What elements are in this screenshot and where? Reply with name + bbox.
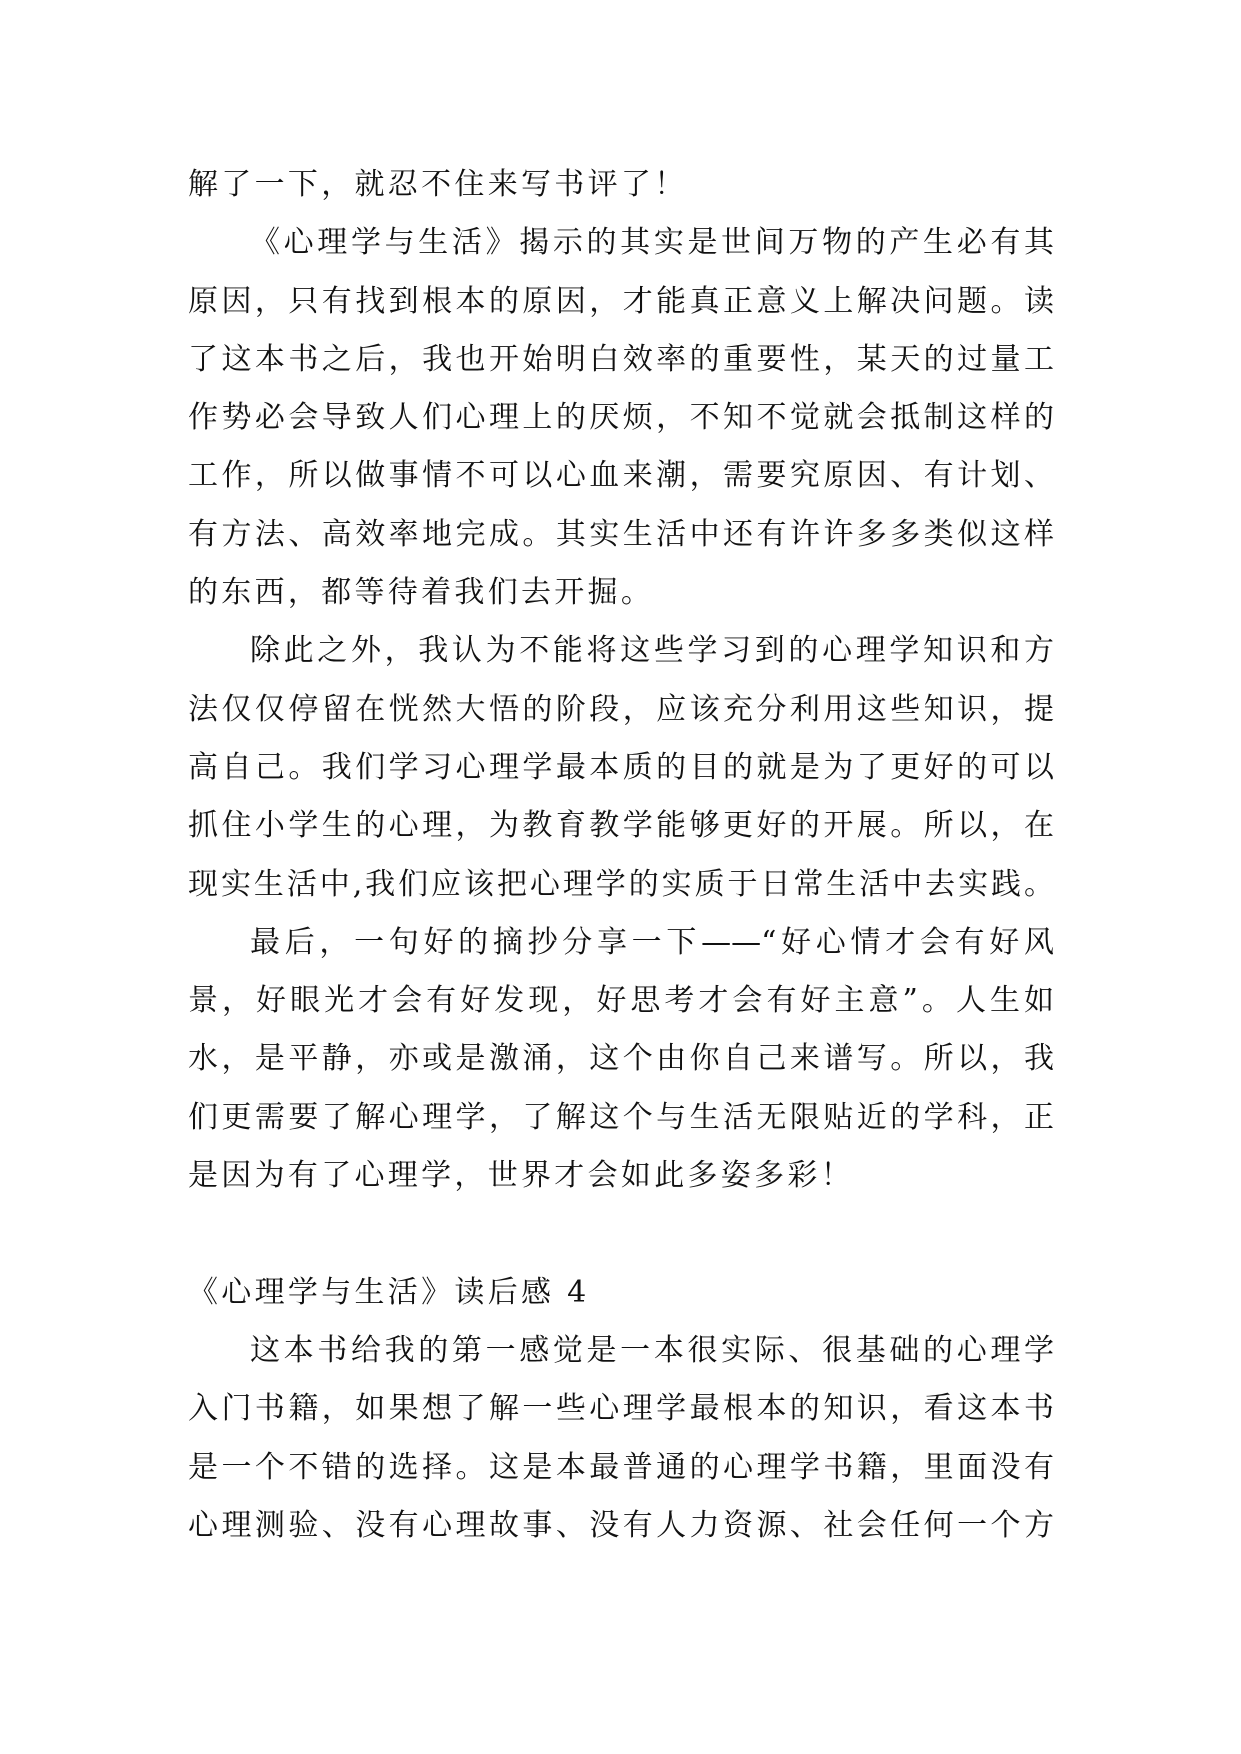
paragraph-line: 原因，只有找到根本的原因，才能真正意义上解决问题。读	[188, 283, 1054, 319]
paragraph-line: 法仅仅停留在恍然大悟的阶段，应该充分利用这些知识，提	[188, 691, 1054, 727]
paragraph-line: 《心理学与生活》揭示的其实是世间万物的产生必有其	[250, 225, 1054, 261]
paragraph	[188, 214, 1058, 622]
paragraph-line: 是因为有了心理学，世界才会如此多姿多彩！	[188, 1158, 854, 1194]
paragraph	[188, 1322, 1058, 1555]
document-body	[188, 156, 1058, 1555]
paragraph-line: 景，好眼光才会有好发现，好思考才会有好主意”。人生如	[188, 983, 1054, 1019]
paragraph-line: 抓住小学生的心理，为教育教学能够更好的开展。所以，在	[188, 808, 1054, 844]
paragraph-line: 的东西，都等待着我们去开掘。	[188, 575, 655, 611]
section-heading: 《心理学与生活》读后感 4	[188, 1274, 590, 1310]
paragraph-line: 入门书籍，如果想了解一些心理学最根本的知识，看这本书	[188, 1391, 1054, 1427]
paragraph-line: 最后，一句好的摘抄分享一下——“好心情才会有好风	[250, 924, 1054, 960]
paragraph-line: 水，是平静，亦或是激涌，这个由你自己来谱写。所以，我	[188, 1041, 1054, 1077]
paragraph-line: 这本书给我的第一感觉是一本很实际、很基础的心理学	[250, 1332, 1054, 1368]
paragraph-line: 现实生活中,我们应该把心理学的实质于日常生活中去实践。	[188, 866, 1054, 902]
paragraph-line: 除此之外，我认为不能将这些学习到的心理学知识和方	[250, 633, 1054, 669]
paragraph-line: 们更需要了解心理学，了解这个与生活无限贴近的学科，正	[188, 1099, 1054, 1135]
blank-line	[188, 1205, 1058, 1263]
paragraph	[188, 156, 1058, 214]
paragraph-line: 作势必会导致人们心理上的厌烦，不知不觉就会抵制这样的	[188, 400, 1054, 436]
paragraph-line: 解了一下，就忍不住来写书评了！	[188, 167, 688, 202]
paragraph	[188, 622, 1058, 913]
paragraph-line: 高自己。我们学习心理学最本质的目的就是为了更好的可以	[188, 749, 1054, 785]
paragraph-line: 了这本书之后，我也开始明白效率的重要性，某天的过量工	[188, 341, 1054, 377]
paragraph-line: 有方法、高效率地完成。其实生活中还有许许多多类似这样	[188, 516, 1054, 552]
paragraph-line: 是一个不错的选择。这是本最普通的心理学书籍，里面没有	[188, 1449, 1054, 1485]
paragraph-line: 工作，所以做事情不可以心血来潮，需要究原因、有计划、	[188, 458, 1054, 494]
paragraph-line: 心理测验、没有心理故事、没有人力资源、社会任何一个方	[188, 1507, 1054, 1543]
paragraph	[188, 914, 1058, 1205]
